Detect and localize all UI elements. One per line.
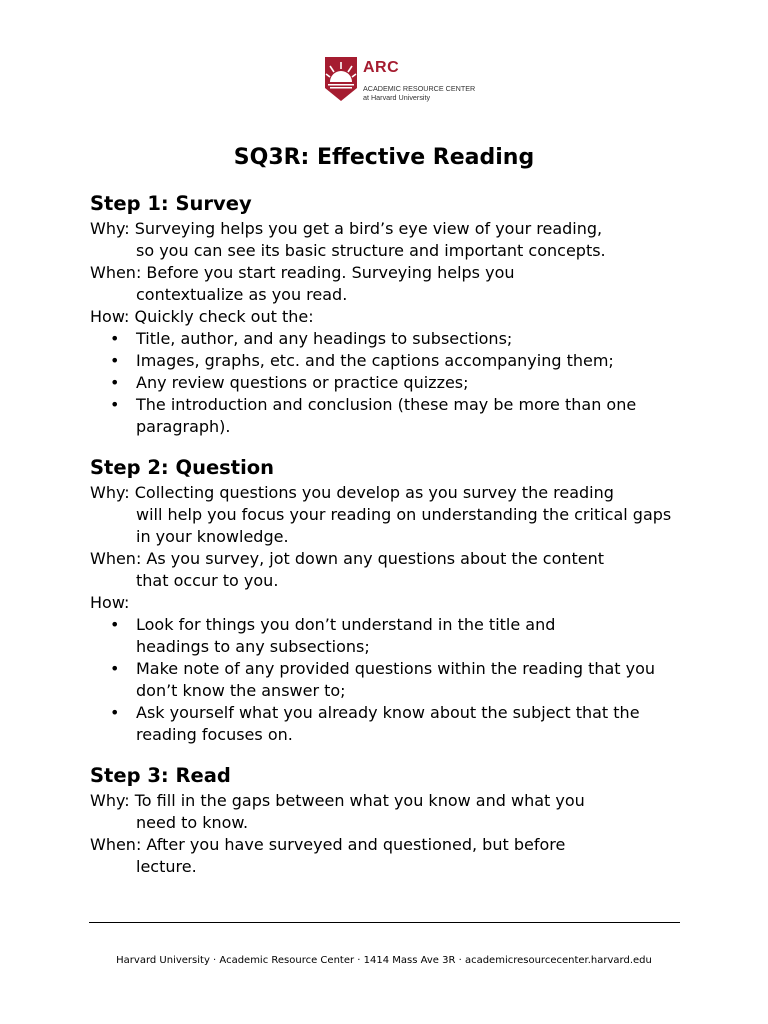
step1-why (90, 218, 690, 262)
step1-when (90, 262, 690, 306)
arc-shield-icon (324, 56, 358, 102)
list-item: • Ask yourself what you already know about the subject that the reading focuses on. (110, 703, 640, 744)
step2-why (90, 482, 690, 548)
step3-heading: Step 3: Read (90, 764, 231, 787)
logo-subtitle: ACADEMIC RESOURCE CENTER (363, 84, 476, 93)
list-item: • Any review questions or practice quizzes; (110, 373, 469, 392)
list-item: • Make note of any provided questions within the reading that you don’t know the answer to; (110, 659, 656, 700)
step2-heading: Step 2: Question (90, 456, 275, 479)
bullet-icon: • (110, 395, 120, 414)
list-item: • Look for things you don’t understand in the title and headings to any subsections; (110, 615, 556, 656)
bullet-icon: • (110, 351, 120, 370)
step3-when-line1: When: After you have surveyed and questioned, but before (90, 835, 566, 854)
bullet-icon: • (110, 373, 120, 392)
step1-when-line2: contextualize as you read. (136, 285, 348, 304)
step2-when (90, 548, 690, 592)
step1-heading: Step 1: Survey (90, 192, 252, 215)
page-title: SQ3R: Effective Reading (233, 145, 535, 170)
step1-how: How: Quickly check out the: (90, 307, 314, 326)
step1-why-line1: Why: Surveying helps you get a bird’s eye view of your reading, (90, 219, 603, 238)
list-item: • Title, author, and any headings to subsections; (110, 329, 513, 348)
footer-text: Harvard University · Academic Resource Center · 1414 Mass Ave 3R · academicresourcecenter.harvard.edu (116, 955, 652, 966)
bullet-icon: • (110, 659, 120, 678)
step3-why (90, 790, 690, 834)
step3-when-line2: lecture. (136, 857, 197, 876)
footer-divider (89, 922, 680, 923)
step2-when-line2: that occur to you. (136, 571, 279, 590)
step3-why-line2: need to know. (136, 813, 249, 832)
list-item: • Images, graphs, etc. and the captions accompanying them; (110, 351, 614, 370)
step2-why-line1: Why: Collecting questions you develop as you survey the reading (90, 483, 614, 502)
logo-affiliation: at Harvard University (363, 93, 431, 102)
bullet-icon: • (110, 329, 120, 348)
arc-logo (324, 56, 484, 104)
step2-how: How: (90, 593, 130, 612)
step3-why-line1: Why: To fill in the gaps between what you know and what you (90, 791, 585, 810)
bullet-icon: • (110, 703, 120, 722)
step2-when-line1: When: As you survey, jot down any questions about the content (90, 549, 605, 568)
step3-when (90, 834, 690, 878)
logo-name: ARC (363, 59, 400, 76)
step2-why-line2: will help you focus your reading on understanding the critical gaps in your knowledge. (136, 505, 672, 546)
step1-when-line1: When: Before you start reading. Surveying helps you (90, 263, 515, 282)
bullet-icon: • (110, 615, 120, 634)
step1-why-line2: so you can see its basic structure and important concepts. (136, 241, 606, 260)
list-item: • The introduction and conclusion (these may be more than one paragraph). (110, 395, 637, 436)
